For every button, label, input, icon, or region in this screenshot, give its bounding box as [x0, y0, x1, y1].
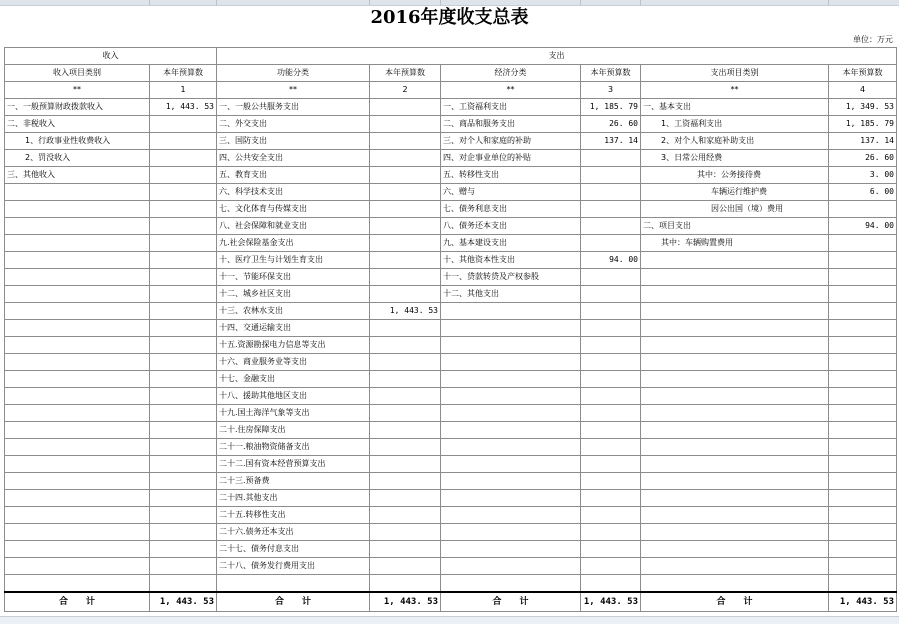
income-amount-cell[interactable] — [150, 116, 217, 133]
income-item-cell[interactable] — [5, 422, 150, 439]
income-amount-cell[interactable] — [150, 252, 217, 269]
income-section-header[interactable]: 收入 — [5, 48, 217, 65]
econ-amount-cell[interactable] — [581, 354, 641, 371]
econ-item-cell[interactable]: 六、赠与 — [441, 184, 581, 201]
income-amount-cell[interactable] — [150, 405, 217, 422]
exp-amount-cell[interactable] — [829, 456, 897, 473]
table-row — [5, 456, 897, 473]
func-amount-cell[interactable] — [370, 422, 441, 439]
income-item-cell[interactable] — [5, 337, 150, 354]
table-row — [5, 303, 897, 320]
econ-item-cell[interactable] — [441, 558, 581, 575]
table-row — [5, 507, 897, 524]
func-item-cell[interactable]: 十二、城乡社区支出 — [217, 286, 370, 303]
exp-item-cell[interactable] — [641, 439, 829, 456]
exp-amount-cell[interactable] — [829, 558, 897, 575]
table-row — [5, 269, 897, 286]
exp-item-cell[interactable]: 3、日常公用经费 — [641, 150, 829, 167]
exp-amount-cell[interactable] — [829, 541, 897, 558]
total-exp[interactable]: 1, 443. 53 — [829, 592, 897, 612]
func-item-cell[interactable] — [217, 575, 370, 593]
econ-amount-cell[interactable] — [581, 575, 641, 593]
func-amount-cell[interactable] — [370, 167, 441, 184]
econ-item-cell[interactable] — [441, 337, 581, 354]
index-mark[interactable]: ** — [641, 82, 829, 99]
income-amount-cell[interactable] — [150, 541, 217, 558]
econ-amount-cell[interactable] — [581, 218, 641, 235]
func-item-cell[interactable]: 十五.资源勘探电力信息等支出 — [217, 337, 370, 354]
income-amount-cell[interactable] — [150, 473, 217, 490]
table-row — [5, 150, 897, 167]
index-number[interactable]: 2 — [370, 82, 441, 99]
income-amount-cell[interactable] — [150, 269, 217, 286]
table-row — [5, 184, 897, 201]
income-item-cell[interactable] — [5, 303, 150, 320]
income-item-cell[interactable]: 2、罚没收入 — [5, 150, 150, 167]
econ-amount-cell[interactable]: 1, 185. 79 — [581, 99, 641, 116]
income-amount-cell[interactable] — [150, 286, 217, 303]
func-amount-cell[interactable] — [370, 320, 441, 337]
func-item-cell[interactable]: 三、国防支出 — [217, 133, 370, 150]
econ-item-cell[interactable] — [441, 303, 581, 320]
income-amount-cell[interactable] — [150, 524, 217, 541]
index-mark[interactable]: ** — [441, 82, 581, 99]
table-row — [5, 252, 897, 269]
func-item-cell[interactable]: 十六、商业服务业等支出 — [217, 354, 370, 371]
exp-item-cell[interactable]: 其中：公务接待费 — [641, 167, 829, 184]
total-label[interactable]: 合 计 — [217, 592, 370, 612]
income-amount-cell[interactable] — [150, 388, 217, 405]
income-amount-cell[interactable]: 1, 443. 53 — [150, 99, 217, 116]
func-amount-cell[interactable] — [370, 116, 441, 133]
exp-amount-cell[interactable] — [829, 507, 897, 524]
table-row — [5, 405, 897, 422]
table-row — [5, 218, 897, 235]
income-item-cell[interactable] — [5, 541, 150, 558]
col-econ-amount[interactable]: 本年预算数 — [581, 65, 641, 82]
income-item-cell[interactable] — [5, 218, 150, 235]
income-item-cell[interactable] — [5, 473, 150, 490]
func-item-cell[interactable]: 一、一般公共服务支出 — [217, 99, 370, 116]
index-number[interactable]: 4 — [829, 82, 897, 99]
func-item-cell[interactable]: 四、公共安全支出 — [217, 150, 370, 167]
table-row — [5, 337, 897, 354]
exp-amount-cell[interactable] — [829, 388, 897, 405]
econ-item-cell[interactable]: 十、其他资本性支出 — [441, 252, 581, 269]
exp-amount-cell[interactable] — [829, 354, 897, 371]
income-amount-cell[interactable] — [150, 150, 217, 167]
exp-amount-cell[interactable] — [829, 269, 897, 286]
total-label[interactable]: 合 计 — [5, 592, 150, 612]
econ-item-cell[interactable] — [441, 456, 581, 473]
exp-item-cell[interactable]: 一、基本支出 — [641, 99, 829, 116]
exp-amount-cell[interactable]: 26. 60 — [829, 150, 897, 167]
table-row — [5, 473, 897, 490]
exp-item-cell[interactable] — [641, 507, 829, 524]
econ-item-cell[interactable]: 二、商品和服务支出 — [441, 116, 581, 133]
exp-amount-cell[interactable] — [829, 439, 897, 456]
exp-item-cell[interactable]: 其中：车辆购置费用 — [641, 235, 829, 252]
func-amount-cell[interactable] — [370, 150, 441, 167]
func-item-cell[interactable]: 十七、金融支出 — [217, 371, 370, 388]
exp-amount-cell[interactable]: 1, 349. 53 — [829, 99, 897, 116]
exp-item-cell[interactable] — [641, 558, 829, 575]
page-title: 2016年度收支总表 — [370, 7, 529, 28]
func-amount-cell[interactable] — [370, 235, 441, 252]
econ-amount-cell[interactable]: 26. 60 — [581, 116, 641, 133]
income-item-cell[interactable] — [5, 388, 150, 405]
table-row — [5, 422, 897, 439]
exp-amount-cell[interactable]: 3. 00 — [829, 167, 897, 184]
income-item-cell[interactable] — [5, 456, 150, 473]
income-amount-cell[interactable] — [150, 422, 217, 439]
table-row — [5, 558, 897, 575]
index-number[interactable]: 1 — [150, 82, 217, 99]
func-amount-cell[interactable] — [370, 371, 441, 388]
income-amount-cell[interactable] — [150, 133, 217, 150]
econ-item-cell[interactable]: 九、基本建设支出 — [441, 235, 581, 252]
func-amount-cell[interactable] — [370, 388, 441, 405]
exp-amount-cell[interactable]: 137. 14 — [829, 133, 897, 150]
func-amount-cell[interactable] — [370, 541, 441, 558]
econ-amount-cell[interactable] — [581, 167, 641, 184]
func-amount-cell[interactable] — [370, 252, 441, 269]
econ-item-cell[interactable] — [441, 422, 581, 439]
econ-item-cell[interactable] — [441, 388, 581, 405]
econ-item-cell[interactable] — [441, 575, 581, 593]
func-item-cell[interactable]: 七、文化体育与传媒支出 — [217, 201, 370, 218]
func-amount-cell[interactable] — [370, 133, 441, 150]
income-item-cell[interactable] — [5, 252, 150, 269]
econ-amount-cell[interactable]: 137. 14 — [581, 133, 641, 150]
func-item-cell[interactable]: 九.社会保险基金支出 — [217, 235, 370, 252]
econ-amount-cell[interactable] — [581, 490, 641, 507]
func-item-cell[interactable]: 二十七、债务付息支出 — [217, 541, 370, 558]
table-row — [5, 133, 897, 150]
income-amount-cell[interactable] — [150, 507, 217, 524]
exp-amount-cell[interactable] — [829, 473, 897, 490]
exp-item-cell[interactable]: 1、工资福利支出 — [641, 116, 829, 133]
income-item-cell[interactable] — [5, 354, 150, 371]
section-header-row — [5, 48, 897, 65]
econ-amount-cell[interactable] — [581, 456, 641, 473]
econ-item-cell[interactable]: 一、工资福利支出 — [441, 99, 581, 116]
total-row — [5, 592, 897, 612]
econ-item-cell[interactable]: 十二、其他支出 — [441, 286, 581, 303]
income-amount-cell[interactable] — [150, 337, 217, 354]
func-amount-cell[interactable] — [370, 456, 441, 473]
exp-item-cell[interactable] — [641, 575, 829, 593]
income-item-cell[interactable] — [5, 184, 150, 201]
income-item-cell[interactable] — [5, 558, 150, 575]
total-econ[interactable]: 1, 443. 53 — [581, 592, 641, 612]
econ-amount-cell[interactable] — [581, 269, 641, 286]
income-amount-cell[interactable] — [150, 167, 217, 184]
budget-table — [4, 47, 897, 612]
income-amount-cell[interactable] — [150, 575, 217, 593]
table-row — [5, 201, 897, 218]
econ-item-cell[interactable] — [441, 507, 581, 524]
func-item-cell[interactable]: 十一、节能环保支出 — [217, 269, 370, 286]
exp-item-cell[interactable] — [641, 422, 829, 439]
econ-amount-cell[interactable] — [581, 558, 641, 575]
income-amount-cell[interactable] — [150, 490, 217, 507]
exp-amount-cell[interactable] — [829, 235, 897, 252]
exp-amount-cell[interactable] — [829, 252, 897, 269]
income-item-cell[interactable] — [5, 371, 150, 388]
income-amount-cell[interactable] — [150, 558, 217, 575]
func-amount-cell[interactable] — [370, 99, 441, 116]
func-item-cell[interactable]: 十、医疗卫生与计划生育支出 — [217, 252, 370, 269]
exp-item-cell[interactable] — [641, 405, 829, 422]
func-item-cell[interactable]: 二十.住房保障支出 — [217, 422, 370, 439]
income-amount-cell[interactable] — [150, 184, 217, 201]
func-item-cell[interactable]: 二十四.其他支出 — [217, 490, 370, 507]
income-item-cell[interactable] — [5, 405, 150, 422]
econ-amount-cell[interactable] — [581, 524, 641, 541]
index-mark[interactable]: ** — [5, 82, 150, 99]
func-item-cell[interactable]: 十三、农林水支出 — [217, 303, 370, 320]
func-amount-cell[interactable] — [370, 405, 441, 422]
table-row — [5, 116, 897, 133]
func-item-cell[interactable]: 二十六.债务还本支出 — [217, 524, 370, 541]
func-item-cell[interactable]: 二十八、债务发行费用支出 — [217, 558, 370, 575]
func-amount-cell[interactable] — [370, 575, 441, 593]
econ-item-cell[interactable] — [441, 490, 581, 507]
table-row — [5, 354, 897, 371]
exp-item-cell[interactable] — [641, 541, 829, 558]
econ-amount-cell[interactable] — [581, 541, 641, 558]
exp-item-cell[interactable] — [641, 456, 829, 473]
exp-amount-cell[interactable] — [829, 524, 897, 541]
exp-amount-cell[interactable] — [829, 490, 897, 507]
table-row — [5, 371, 897, 388]
econ-item-cell[interactable]: 七、债务利息支出 — [441, 201, 581, 218]
exp-amount-cell[interactable]: 1, 185. 79 — [829, 116, 897, 133]
func-item-cell[interactable]: 二十一.粮油物资储备支出 — [217, 439, 370, 456]
income-item-cell[interactable] — [5, 575, 150, 593]
exp-amount-cell[interactable] — [829, 575, 897, 593]
column-header-row — [5, 65, 897, 82]
econ-amount-cell[interactable] — [581, 439, 641, 456]
exp-item-cell[interactable]: 2、对个人和家庭补助支出 — [641, 133, 829, 150]
exp-amount-cell[interactable] — [829, 337, 897, 354]
func-amount-cell[interactable] — [370, 218, 441, 235]
func-amount-cell[interactable] — [370, 490, 441, 507]
exp-item-cell[interactable] — [641, 320, 829, 337]
econ-item-cell[interactable] — [441, 320, 581, 337]
econ-item-cell[interactable] — [441, 439, 581, 456]
income-amount-cell[interactable] — [150, 303, 217, 320]
income-amount-cell[interactable] — [150, 218, 217, 235]
func-item-cell[interactable]: 五、教育支出 — [217, 167, 370, 184]
table-row — [5, 490, 897, 507]
func-amount-cell[interactable] — [370, 507, 441, 524]
econ-amount-cell[interactable] — [581, 507, 641, 524]
income-item-cell[interactable]: 一、一般预算财政拨款收入 — [5, 99, 150, 116]
income-amount-cell[interactable] — [150, 439, 217, 456]
func-amount-cell[interactable]: 1, 443. 53 — [370, 303, 441, 320]
econ-item-cell[interactable]: 五、转移性支出 — [441, 167, 581, 184]
func-item-cell[interactable]: 六、科学技术支出 — [217, 184, 370, 201]
econ-amount-cell[interactable] — [581, 184, 641, 201]
func-item-cell[interactable]: 二十三.预备费 — [217, 473, 370, 490]
econ-item-cell[interactable]: 三、对个人和家庭的补助 — [441, 133, 581, 150]
econ-item-cell[interactable]: 八、债务还本支出 — [441, 218, 581, 235]
table-row — [5, 99, 897, 116]
table-row — [5, 541, 897, 558]
income-item-cell[interactable] — [5, 320, 150, 337]
econ-amount-cell[interactable] — [581, 235, 641, 252]
exp-amount-cell[interactable] — [829, 405, 897, 422]
exp-amount-cell[interactable]: 94. 00 — [829, 218, 897, 235]
income-item-cell[interactable]: 1、行政事业性收费收入 — [5, 133, 150, 150]
income-item-cell[interactable] — [5, 524, 150, 541]
exp-item-cell[interactable] — [641, 354, 829, 371]
index-row — [5, 82, 897, 99]
col-income-item[interactable]: 收入项目类别 — [5, 65, 150, 82]
econ-item-cell[interactable] — [441, 371, 581, 388]
func-item-cell[interactable]: 十八、援助其他地区支出 — [217, 388, 370, 405]
total-func[interactable]: 1, 443. 53 — [370, 592, 441, 612]
econ-item-cell[interactable]: 十一、贷款转贷及产权参股 — [441, 269, 581, 286]
income-item-cell[interactable] — [5, 201, 150, 218]
func-item-cell[interactable]: 二十五.转移性支出 — [217, 507, 370, 524]
exp-amount-cell[interactable] — [829, 201, 897, 218]
income-item-cell[interactable] — [5, 235, 150, 252]
econ-amount-cell[interactable] — [581, 150, 641, 167]
table-row — [5, 320, 897, 337]
func-amount-cell[interactable] — [370, 286, 441, 303]
func-amount-cell[interactable] — [370, 558, 441, 575]
func-amount-cell[interactable] — [370, 201, 441, 218]
exp-item-cell[interactable] — [641, 286, 829, 303]
econ-amount-cell[interactable] — [581, 303, 641, 320]
col-econ[interactable]: 经济分类 — [441, 65, 581, 82]
table-row — [5, 439, 897, 456]
func-amount-cell[interactable] — [370, 524, 441, 541]
econ-amount-cell[interactable] — [581, 388, 641, 405]
income-amount-cell[interactable] — [150, 371, 217, 388]
income-item-cell[interactable]: 二、非税收入 — [5, 116, 150, 133]
exp-item-cell[interactable]: 车辆运行维护费 — [641, 184, 829, 201]
exp-amount-cell[interactable] — [829, 422, 897, 439]
func-amount-cell[interactable] — [370, 473, 441, 490]
col-exp-amount[interactable]: 本年预算数 — [829, 65, 897, 82]
income-item-cell[interactable] — [5, 286, 150, 303]
func-item-cell[interactable]: 十四、交通运输支出 — [217, 320, 370, 337]
func-item-cell[interactable]: 八、社会保障和就业支出 — [217, 218, 370, 235]
income-amount-cell[interactable] — [150, 235, 217, 252]
econ-item-cell[interactable] — [441, 354, 581, 371]
exp-item-cell[interactable]: 二、项目支出 — [641, 218, 829, 235]
econ-amount-cell[interactable] — [581, 337, 641, 354]
exp-amount-cell[interactable] — [829, 371, 897, 388]
exp-amount-cell[interactable] — [829, 286, 897, 303]
col-func[interactable]: 功能分类 — [217, 65, 370, 82]
exp-item-cell[interactable] — [641, 303, 829, 320]
total-label[interactable]: 合 计 — [441, 592, 581, 612]
exp-item-cell[interactable]: 因公出国（境）费用 — [641, 201, 829, 218]
expense-section-header[interactable]: 支出 — [217, 48, 897, 65]
func-item-cell[interactable]: 十九.国土海洋气象等支出 — [217, 405, 370, 422]
func-item-cell[interactable]: 二十二.国有资本经营预算支出 — [217, 456, 370, 473]
income-item-cell[interactable] — [5, 490, 150, 507]
table-row — [5, 575, 897, 593]
income-amount-cell[interactable] — [150, 456, 217, 473]
func-amount-cell[interactable] — [370, 354, 441, 371]
table-row — [5, 388, 897, 405]
econ-amount-cell[interactable] — [581, 473, 641, 490]
econ-amount-cell[interactable] — [581, 422, 641, 439]
col-exp-item[interactable]: 支出项目类别 — [641, 65, 829, 82]
econ-amount-cell[interactable] — [581, 201, 641, 218]
func-amount-cell[interactable] — [370, 439, 441, 456]
total-income[interactable]: 1, 443. 53 — [150, 592, 217, 612]
econ-amount-cell[interactable]: 94. 00 — [581, 252, 641, 269]
income-amount-cell[interactable] — [150, 201, 217, 218]
exp-item-cell[interactable] — [641, 473, 829, 490]
exp-item-cell[interactable] — [641, 388, 829, 405]
func-amount-cell[interactable] — [370, 184, 441, 201]
econ-amount-cell[interactable] — [581, 405, 641, 422]
table-row — [5, 524, 897, 541]
unit-label: 单位：万元 — [853, 35, 893, 44]
func-item-cell[interactable]: 二、外交支出 — [217, 116, 370, 133]
func-amount-cell[interactable] — [370, 269, 441, 286]
income-item-cell[interactable] — [5, 507, 150, 524]
econ-item-cell[interactable]: 四、对企事业单位的补贴 — [441, 150, 581, 167]
col-income-amount[interactable]: 本年预算数 — [150, 65, 217, 82]
table-row — [5, 286, 897, 303]
income-amount-cell[interactable] — [150, 320, 217, 337]
total-label[interactable]: 合 计 — [641, 592, 829, 612]
econ-item-cell[interactable] — [441, 524, 581, 541]
exp-item-cell[interactable] — [641, 269, 829, 286]
exp-item-cell[interactable] — [641, 337, 829, 354]
func-amount-cell[interactable] — [370, 337, 441, 354]
econ-item-cell[interactable] — [441, 541, 581, 558]
income-item-cell[interactable] — [5, 439, 150, 456]
table-row — [5, 235, 897, 252]
index-mark[interactable]: ** — [217, 82, 370, 99]
exp-amount-cell[interactable] — [829, 303, 897, 320]
exp-item-cell[interactable] — [641, 252, 829, 269]
col-func-amount[interactable]: 本年预算数 — [370, 65, 441, 82]
exp-item-cell[interactable] — [641, 490, 829, 507]
index-number[interactable]: 3 — [581, 82, 641, 99]
econ-amount-cell[interactable] — [581, 286, 641, 303]
econ-amount-cell[interactable] — [581, 371, 641, 388]
econ-item-cell[interactable] — [441, 473, 581, 490]
exp-item-cell[interactable] — [641, 524, 829, 541]
income-amount-cell[interactable] — [150, 354, 217, 371]
income-item-cell[interactable]: 三、其他收入 — [5, 167, 150, 184]
table-row — [5, 167, 897, 184]
exp-item-cell[interactable] — [641, 371, 829, 388]
econ-item-cell[interactable] — [441, 405, 581, 422]
exp-amount-cell[interactable]: 6. 00 — [829, 184, 897, 201]
econ-amount-cell[interactable] — [581, 320, 641, 337]
exp-amount-cell[interactable] — [829, 320, 897, 337]
income-item-cell[interactable] — [5, 269, 150, 286]
